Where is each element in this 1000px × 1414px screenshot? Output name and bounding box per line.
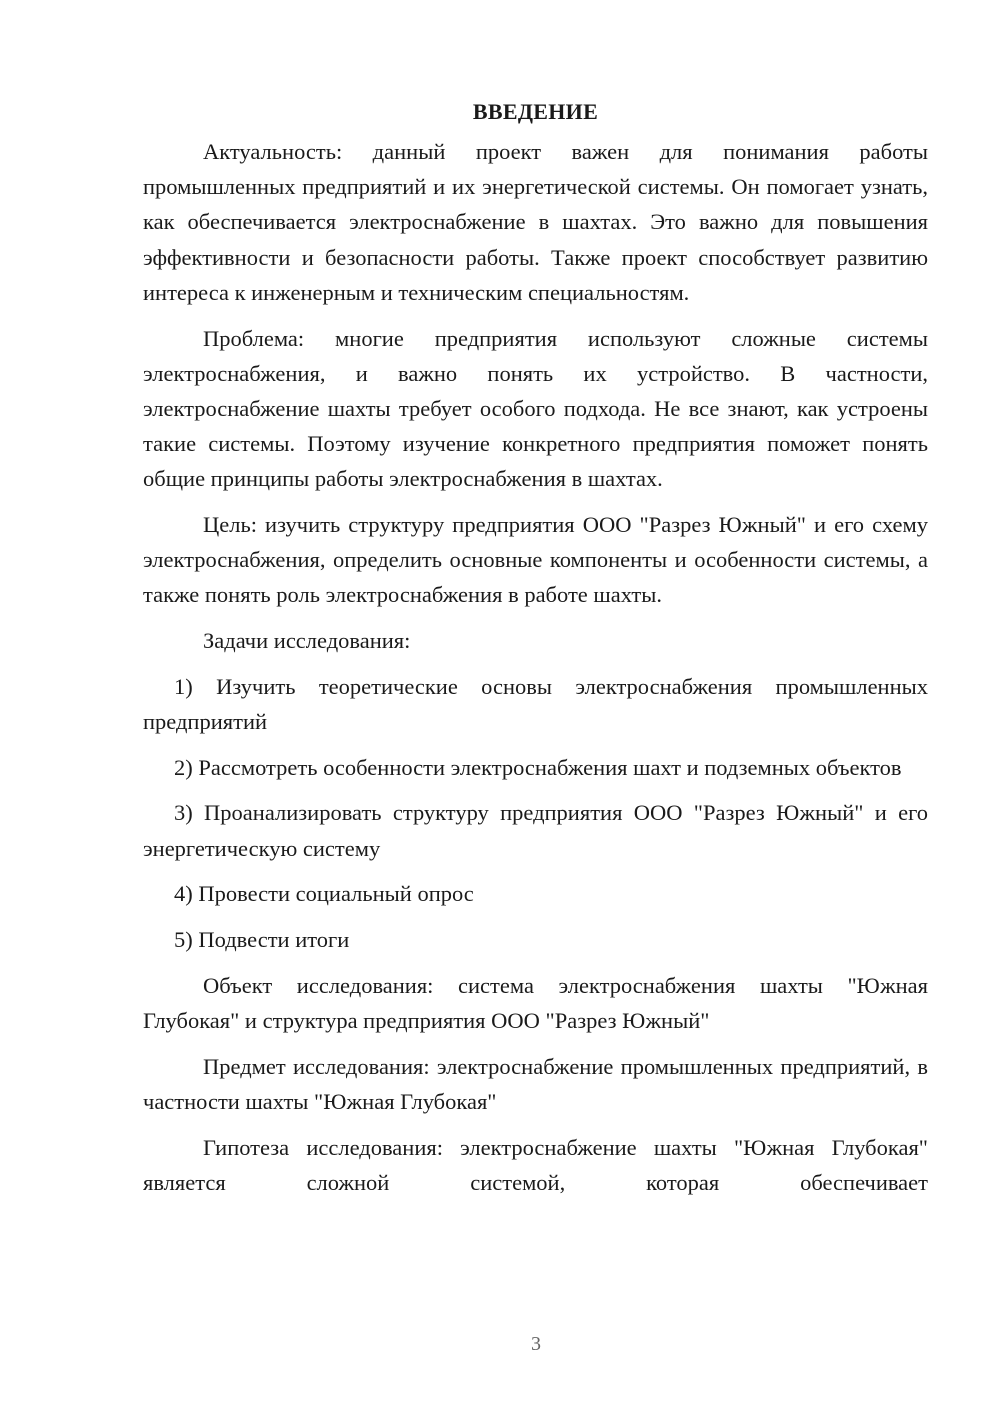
paragraph-tasks-heading: Задачи исследования:	[203, 628, 411, 654]
paragraph-relevance: Актуальность: данный проект важен для понимания работы промышленных предприятий и их энергетической системы. Он помогает узнать, как обеспечивается электроснабжение в шахтах. Это важно для повышения эффективности и безопасности работы. Также проект способствует развитию интереса к инженерным и техническим специальностям.	[143, 139, 928, 305]
list-item: 5) Подвести итоги	[174, 927, 350, 953]
tasks-list	[143, 669, 928, 957]
paragraph-problem: Проблема: многие предприятия используют сложные системы электроснабжения, и важно понять их устройство. В частности, электроснабжение шахты требует особого подхода. Не все знают, как устроены такие системы. Поэтому изучение конкретного предприятия поможет понять общие принципы работы электроснабжения в шахтах.	[143, 325, 928, 492]
list-item: 2) Рассмотреть особенности электроснабжения шахт и подземных объектов	[174, 754, 902, 780]
list-item: 3) Проанализировать структуру предприятия ООО "Разрез Южный" и его энергетическую систему	[143, 800, 928, 861]
paragraph-hypothesis: Гипотеза исследования: электроснабжение шахты "Южная Глубокая" является сложной системой, которая обеспечивает	[143, 1134, 928, 1195]
paragraph-goal: Цель: изучить структуру предприятия ООО "Разрез Южный" и его схему электроснабжения, определить основные компоненты и особенности системы, а также понять роль электроснабжения в работе шахты.	[143, 512, 928, 608]
page-number: 3	[531, 1333, 541, 1355]
paragraph-subject: Предмет исследования: электроснабжение промышленных предприятий, в частности шахты "Южная Глубокая"	[143, 1053, 928, 1114]
list-item: 1) Изучить теоретические основы электроснабжения промышленных предприятий	[143, 673, 928, 735]
document-page	[143, 94, 928, 1210]
list-item: 4) Провести социальный опрос	[174, 881, 474, 907]
section-title: ВВЕДЕНИЕ	[472, 99, 599, 124]
paragraph-object: Объект исследования: система электроснабжения шахты "Южная Глубокая" и структура предприятия ООО "Разрез Южный"	[143, 972, 928, 1033]
